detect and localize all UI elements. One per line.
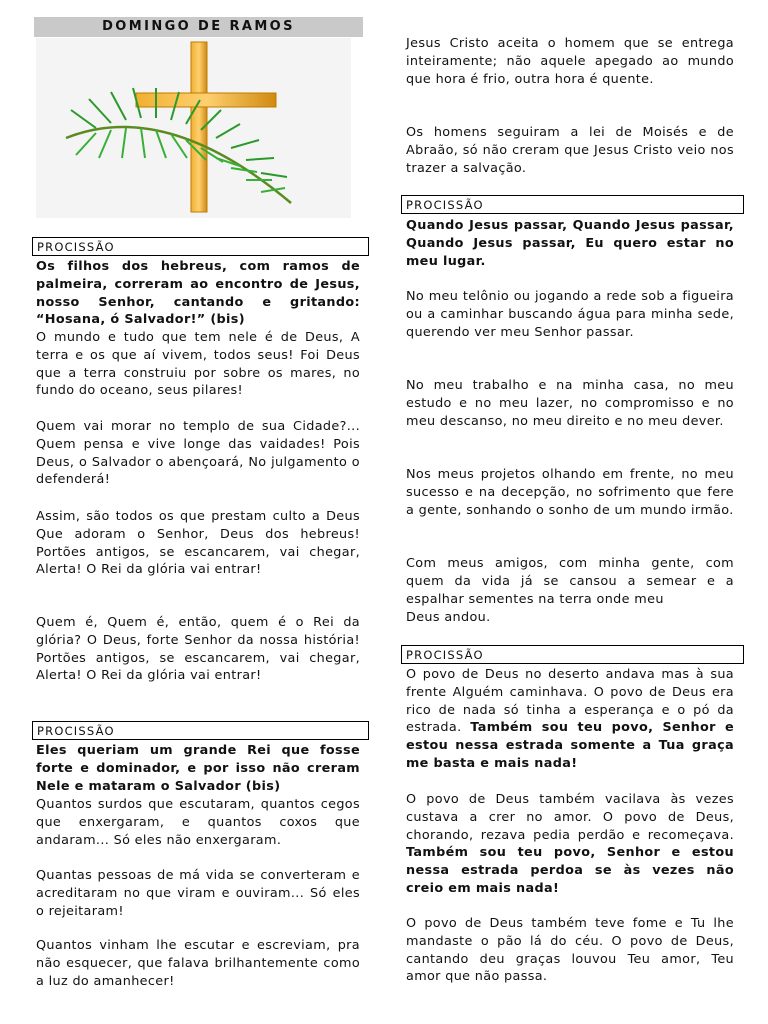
verse-2-3: Quantos vinham lhe escutar e escreviam, pra não esquecer, que falava brilhantemente como a luz do amanhecer! — [36, 938, 360, 989]
verse-4-2 — [406, 791, 734, 898]
verse-1-4: Quem é, Quem é, então, quem é o Rei da glória? O Deus, forte Senhor da nossa história! Portões antigos, se escancarem, vai chegar, Alerta! O Rei da glória vai entrar! — [36, 615, 360, 684]
verse-1-2: Quem vai morar no templo de sua Cidade?... Quem pensa e vive longe das vaidades! Pois Deus, o Salvador o abençoará, No julgamento o defenderá! — [36, 419, 360, 488]
procession-label-3: PROCISSÃO — [401, 195, 744, 214]
verse-4-1 — [406, 666, 734, 773]
verse-4-2-bold: Também sou teu povo, Senhor e estou nessa estrada perdoa se às vezes não creio em mais nada! — [406, 845, 734, 896]
verse-1-3: Assim, são todos os que prestam culto a Deus Que adoram o Senhor, Deus dos hebreus! Portões antigos, se escancarem, vai chegar, Alerta! O Rei da glória vai entrar! — [36, 509, 360, 578]
procession-label-4: PROCISSÃO — [401, 645, 744, 664]
verse-3-2: No meu trabalho e na minha casa, no meu estudo e no meu lazer, no compromisso e no meu descanso, no meu direito e no meu dever. — [406, 378, 734, 429]
verse-4-1-bold: Também sou teu povo, Senhor e estou nessa estrada somente a Tua graça me basta e mais nada! — [406, 720, 734, 771]
verse-1-1: O mundo e tudo que tem nele é de Deus, A terra e os que aí vivem, todos seus! Foi Deus que a terra construiu por sobre os mares, no fundo do oceano, seus pilares! — [36, 330, 360, 399]
verse-4-2-plain: O povo de Deus também vacilava às vezes custava a crer no amor. O povo de Deus, chorando, rezava pedia perdão e recomeçava. — [406, 792, 734, 843]
verse-3-1: No meu telônio ou jogando a rede sob a figueira ou a caminhar buscando água para minha sede, querendo ver meu Senhor passar. — [406, 289, 734, 340]
verse-3-3: Nos meus projetos olhando em frente, no meu sucesso e na decepção, no sofrimento que fere a gente, sonhando o sonho de um mundo irmão. — [406, 467, 734, 518]
refrain-2: Eles queriam um grande Rei que fosse forte e dominador, e por isso não creram Nele e mataram o Salvador (bis) — [36, 743, 360, 794]
page-title: DOMINGO DE RAMOS — [34, 17, 363, 37]
verse-4-1-plain: O povo de Deus no deserto andava mas à sua frente Alguém caminhava. O povo de Deus era rico de nada só tinha a esperança e o pó da estrada. — [406, 667, 734, 736]
procession-label-2: PROCISSÃO — [32, 721, 369, 740]
verse-right-1: Jesus Cristo aceita o homem que se entrega inteiramente; não aquele apegado ao mundo que hora é frio, outra hora é quente. — [406, 36, 734, 87]
verse-4-3: O povo de Deus também teve fome e Tu lhe mandaste o pão lá do céu. O povo de Deus, cantando deu graças louvou Teu amor, Teu amor que não passa. — [406, 916, 734, 985]
verse-2-1: Quantos surdos que escutaram, quantos cegos que enxergaram, e quantos coxos que andaram... Só eles não enxergaram. — [36, 797, 360, 848]
procession-label-1: PROCISSÃO — [32, 237, 369, 256]
verse-3-4b: Deus andou. — [406, 610, 491, 625]
cross-icon — [36, 38, 351, 218]
verse-right-2: Os homens seguiram a lei de Moisés e de Abraão, só não creram que Jesus Cristo veio nos trazer a salvação. — [406, 125, 734, 176]
refrain-3: Quando Jesus passar, Quando Jesus passar, Quando Jesus passar, Eu quero estar no meu lugar. — [406, 218, 734, 269]
verse-3-4a: Com meus amigos, com minha gente, com quem da vida já se cansou a semear e a espalhar sementes na terra onde meu — [406, 556, 734, 607]
refrain-1: Os filhos dos hebreus, com ramos de palmeira, correram ao encontro de Jesus, nosso Senhor, cantando e gritando: “Hosana, ó Salvador!” (bis) — [36, 259, 360, 328]
verse-2-2: Quantas pessoas de má vida se converteram e acreditaram no que viram e ouviram... Só eles o rejeitaram! — [36, 868, 360, 919]
cross-palm-illustration — [36, 38, 351, 218]
